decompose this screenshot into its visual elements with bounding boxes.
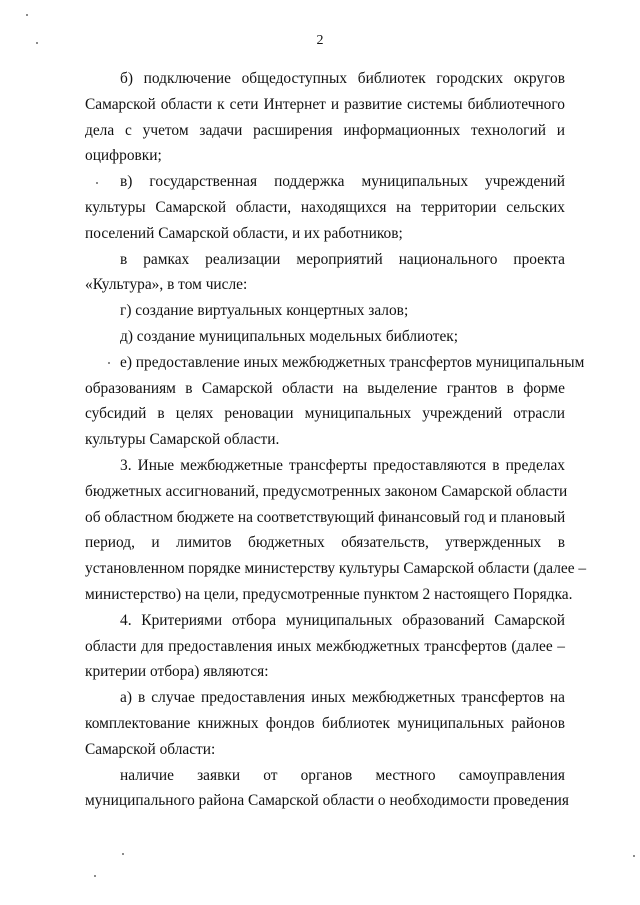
text-line: г) создание виртуальных концертных залов; — [120, 302, 409, 320]
text-line: д) создание муниципальных модельных библиотек; — [120, 328, 459, 345]
text-line: 3. Иные межбюджетные трансферты предоставляются в пределах — [120, 457, 565, 474]
scan-speck — [108, 362, 110, 364]
text-line: е) предоставление иных межбюджетных трансфертов муниципальным — [120, 353, 585, 371]
scan-speck — [96, 182, 98, 184]
text-line: субсидий в целях реновации муниципальных учреждений отрасли — [85, 405, 565, 423]
text-line: Самарской области к сети Интернет и развитие системы библиотечного — [85, 95, 565, 113]
text-line: в рамках реализации мероприятий национального проекта — [120, 250, 565, 268]
text-line: дела с учетом задачи расширения информационных технологий и — [85, 121, 565, 139]
text-line: поселений Самарской области, и их работников; — [85, 224, 403, 242]
text-line: установленном порядке министерству культуры Самарской области (далее – — [85, 560, 587, 578]
text-line: критерии отбора) являются: — [85, 663, 269, 681]
text-line: а) в случае предоставления иных межбюджетных трансфертов на — [120, 689, 565, 707]
text-line: образованиям в Самарской области на выделение грантов в форме — [85, 379, 565, 397]
text-line: в) государственная поддержка муниципальных учреждений — [120, 173, 565, 191]
text-line: культуры Самарской области, находящихся на территории сельских — [85, 199, 565, 216]
text-line: наличие заявки от органов местного самоуправления — [120, 766, 565, 784]
text-line: бюджетных ассигнований, предусмотренных законом Самарской области — [85, 482, 568, 500]
text-line: 4. Критериями отбора муниципальных образований Самарской — [120, 611, 565, 629]
text-line: муниципального района Самарской области о необходимости проведения — [85, 792, 569, 810]
text-line: области для предоставления иных межбюджетных трансфертов (далее – — [85, 637, 565, 655]
scan-speck — [122, 853, 124, 855]
scan-speck — [633, 855, 635, 857]
text-line: б) подключение общедоступных библиотек городских округов — [120, 70, 565, 87]
scan-speck — [26, 14, 28, 16]
text-line: об областном бюджете на соответствующий финансовый год и плановый — [85, 508, 566, 526]
text-line: комплектование книжных фондов библиотек муниципальных районов — [85, 715, 565, 732]
scan-speck — [94, 875, 96, 877]
text-line: культуры Самарской области. — [85, 431, 280, 449]
scan-speck — [36, 42, 38, 44]
text-line: министерство) на цели, предусмотренные пунктом 2 настоящего Порядка. — [85, 586, 573, 603]
page-number: 2 — [316, 33, 324, 48]
text-line: Самарской области: — [85, 740, 216, 758]
text-line: оцифровки; — [85, 147, 162, 165]
text-line: период, и лимитов бюджетных обязательств, утвержденных в — [85, 534, 565, 552]
text-line: «Культура», в том числе: — [85, 276, 248, 294]
